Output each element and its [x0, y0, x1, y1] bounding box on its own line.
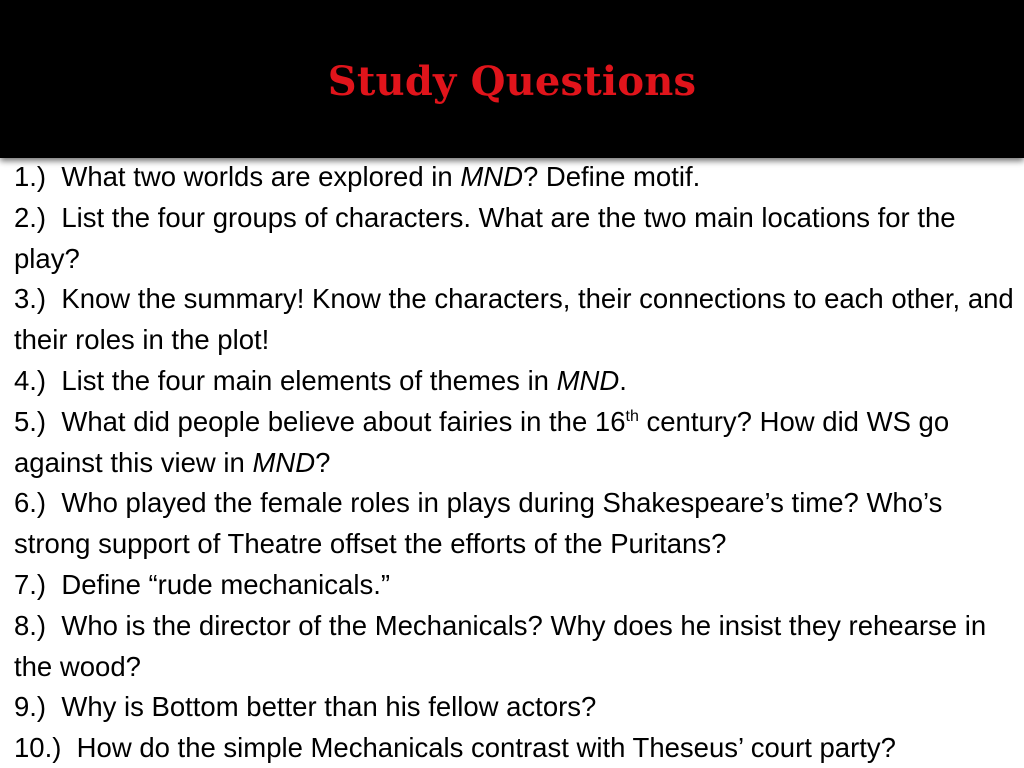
question-number: 9.) — [14, 691, 47, 723]
italic-title: MND — [252, 446, 316, 478]
question-number: 7.) — [14, 568, 47, 600]
italic-title: MND — [460, 161, 523, 192]
question-8: 8.) Who is the director of the Mechanicals? Why does he insist they rehearse in the wood? — [14, 609, 987, 682]
question-number: 8.) — [14, 609, 47, 641]
question-9: 9.) Why is Bottom better than his fellow actors? — [14, 691, 597, 723]
question-list — [14, 157, 1020, 768]
question-number: 5.) — [14, 405, 47, 437]
question-number: 1.) — [14, 161, 47, 192]
question-number: 3.) — [14, 283, 47, 315]
question-3: 3.) Know the summary! Know the characters, their connections to each other, and their roles in the plot! — [14, 283, 1014, 356]
question-7: 7.) Define “rude mechanicals.” — [14, 568, 390, 600]
question-number: 10.) — [14, 732, 62, 764]
question-number: 2.) — [14, 201, 47, 233]
question-10: 10.) How do the simple Mechanicals contrast with Theseus’ court party? — [14, 732, 896, 764]
question-6: 6.) Who played the female roles in plays during Shakespeare’s time? Who’s strong support of Theatre offset the efforts of the Puritans? — [14, 487, 943, 560]
title-bar — [0, 0, 1024, 158]
question-number: 4.) — [14, 364, 47, 396]
question-number: 6.) — [14, 487, 47, 519]
superscript: th — [625, 407, 639, 425]
question-5: 5.) What did people believe about fairies in the 16th century? How did WS go against this view in MND? — [14, 405, 950, 478]
slide-title: Study Questions — [327, 58, 697, 105]
question-4: 4.) List the four main elements of themes in MND. — [14, 364, 627, 396]
italic-title: MND — [556, 364, 620, 396]
question-1: 1.) What two worlds are explored in MND? Define motif. — [14, 161, 701, 192]
question-2: 2.) List the four groups of characters. What are the two main locations for the play? — [14, 201, 956, 274]
